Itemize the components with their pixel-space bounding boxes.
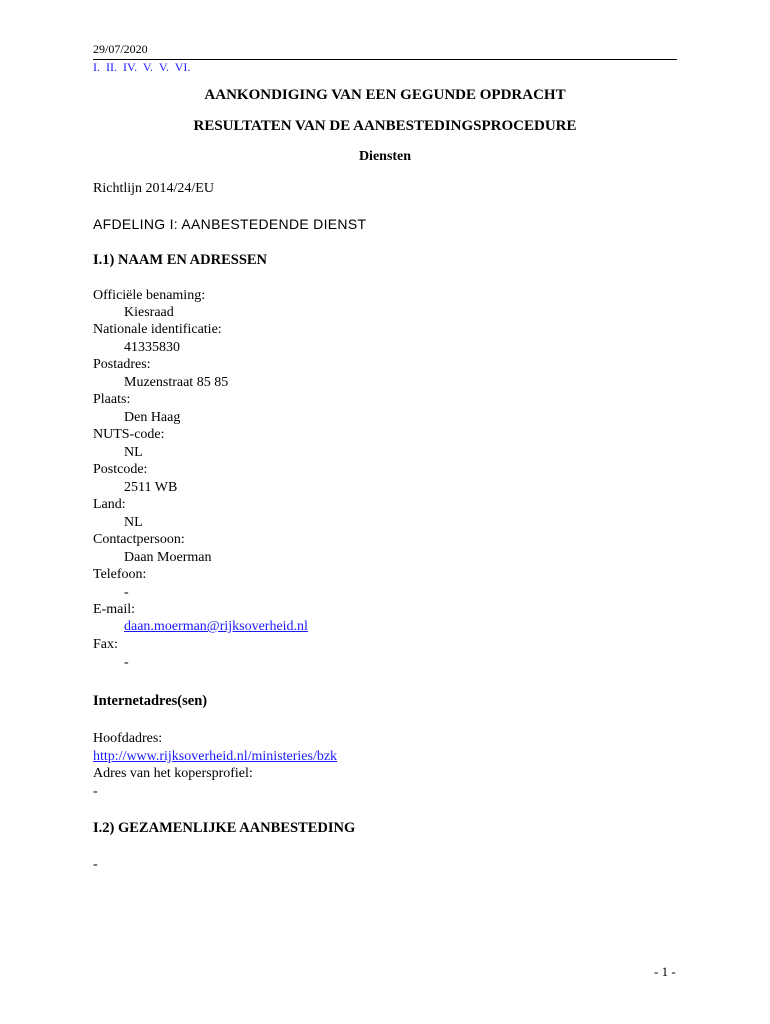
- official-name-label: Officiële benaming:: [93, 288, 206, 303]
- contract-type: Diensten: [358, 149, 412, 164]
- header-date: 29/07/2020: [93, 42, 148, 56]
- fax-label: Fax:: [93, 637, 118, 652]
- phone-label: Telefoon:: [93, 567, 147, 582]
- section-1-2-value: -: [93, 857, 98, 872]
- document-title: AANKONDIGING VAN EEN GEGUNDE OPDRACHT: [204, 87, 566, 103]
- fax-value: -: [124, 655, 129, 670]
- national-id-label: Nationale identificatie:: [93, 322, 222, 337]
- buyer-profile-label: Adres van het kopersprofiel:: [93, 766, 253, 781]
- page-number: - 1 -: [654, 964, 676, 979]
- email-link[interactable]: daan.moerman@rijksoverheid.nl: [124, 619, 308, 634]
- directive-text: Richtlijn 2014/24/EU: [93, 181, 214, 196]
- section-nav: [93, 60, 193, 75]
- nav-link-section-4[interactable]: IV.: [123, 60, 138, 74]
- official-name-value: Kiesraad: [124, 305, 174, 320]
- city-label: Plaats:: [93, 392, 131, 407]
- main-address-link[interactable]: http://www.rijksoverheid.nl/ministeries/bzk: [93, 749, 338, 764]
- city-value: Den Haag: [124, 410, 181, 425]
- postal-address-value: Muzenstraat 85 85: [124, 375, 229, 390]
- buyer-profile-value: -: [93, 784, 98, 799]
- postcode-label: Postcode:: [93, 462, 148, 477]
- internet-heading: Internetadres(sen): [93, 693, 208, 709]
- contact-person-value: Daan Moerman: [124, 550, 212, 565]
- nuts-code-value: NL: [124, 445, 143, 460]
- postal-address-label: Postadres:: [93, 357, 151, 372]
- section-1-1-heading: I.1) NAAM EN ADRESSEN: [93, 252, 268, 268]
- nav-link-section-5a[interactable]: V.: [142, 60, 154, 74]
- postcode-value: 2511 WB: [124, 480, 178, 495]
- nav-link-section-1[interactable]: I.: [93, 60, 100, 74]
- email-label: E-mail:: [93, 602, 135, 617]
- nuts-code-label: NUTS-code:: [93, 427, 165, 442]
- email-value: [124, 619, 308, 635]
- main-address-label: Hoofdadres:: [93, 731, 163, 746]
- nav-link-section-5b[interactable]: V.: [158, 60, 169, 74]
- main-address-value: [93, 749, 337, 765]
- contact-person-label: Contactpersoon:: [93, 532, 185, 547]
- nav-link-section-2[interactable]: II.: [106, 60, 117, 74]
- country-value: NL: [124, 515, 143, 530]
- section-heading: AFDELING I: AANBESTEDENDE DIENST: [93, 216, 367, 232]
- national-id-value: 41335830: [124, 340, 180, 355]
- country-label: Land:: [93, 497, 126, 512]
- nav-link-section-6[interactable]: VI.: [174, 60, 191, 74]
- document-subtitle: RESULTATEN VAN DE AANBESTEDINGSPROCEDURE: [193, 118, 577, 134]
- phone-value: -: [124, 585, 129, 600]
- section-1-2-heading: I.2) GEZAMENLIJKE AANBESTEDING: [93, 820, 356, 836]
